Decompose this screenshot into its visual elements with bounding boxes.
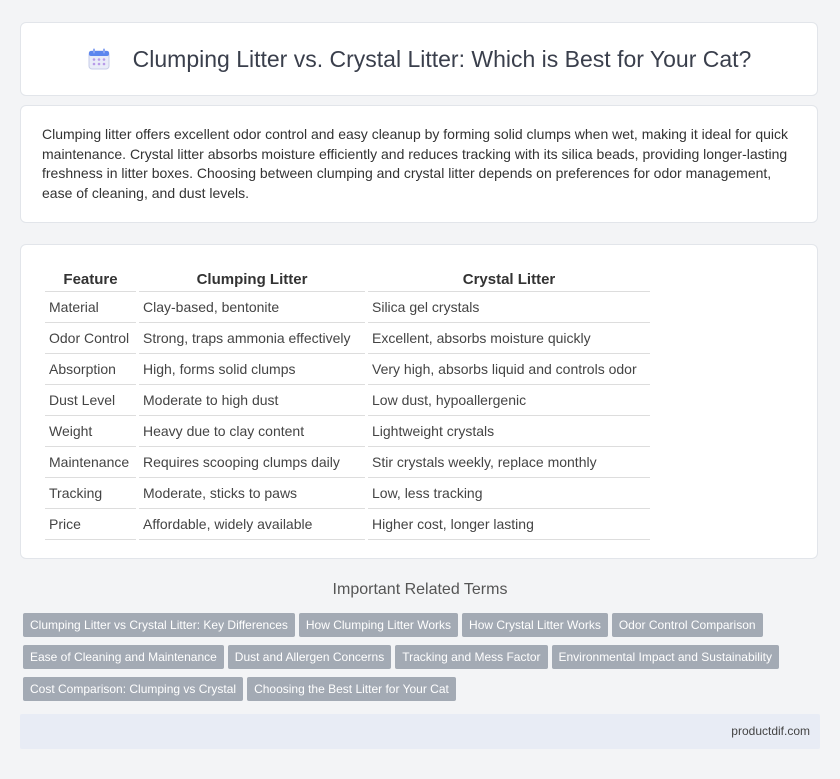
table-cell: Strong, traps ammonia effectively bbox=[139, 323, 365, 354]
related-tags bbox=[23, 613, 823, 709]
table-cell: Maintenance bbox=[45, 447, 136, 478]
intro-card bbox=[20, 105, 818, 223]
related-tag[interactable]: Odor Control Comparison bbox=[612, 613, 763, 637]
column-header-feature: Feature bbox=[45, 267, 136, 292]
related-tag[interactable]: Cost Comparison: Clumping vs Crystal bbox=[23, 677, 243, 701]
table-cell: High, forms solid clumps bbox=[139, 354, 365, 385]
table-row bbox=[45, 323, 650, 354]
table-header-row bbox=[45, 267, 650, 292]
column-header-crystal: Crystal Litter bbox=[368, 267, 650, 292]
column-header-clumping: Clumping Litter bbox=[139, 267, 365, 292]
comparison-table-card bbox=[20, 244, 818, 559]
table-cell: Silica gel crystals bbox=[368, 292, 650, 323]
related-tag[interactable]: How Crystal Litter Works bbox=[462, 613, 608, 637]
table-cell: Heavy due to clay content bbox=[139, 416, 365, 447]
table-row bbox=[45, 416, 650, 447]
related-tag[interactable]: Choosing the Best Litter for Your Cat bbox=[247, 677, 456, 701]
page-title: Clumping Litter vs. Crystal Litter: Which is Best for Your Cat? bbox=[132, 45, 752, 72]
related-tag[interactable]: Ease of Cleaning and Maintenance bbox=[23, 645, 224, 669]
table-cell: Material bbox=[45, 292, 136, 323]
table-cell: Stir crystals weekly, replace monthly bbox=[368, 447, 650, 478]
calendar-icon bbox=[87, 47, 111, 71]
related-tag[interactable]: Tracking and Mess Factor bbox=[395, 645, 547, 669]
footer-site-link[interactable]: productdif.com bbox=[731, 724, 810, 738]
related-tag[interactable]: Dust and Allergen Concerns bbox=[228, 645, 391, 669]
table-cell: Higher cost, longer lasting bbox=[368, 509, 650, 540]
related-tag[interactable]: Clumping Litter vs Crystal Litter: Key Differences bbox=[23, 613, 295, 637]
table-row bbox=[45, 354, 650, 385]
table-row bbox=[45, 478, 650, 509]
table-cell: Low, less tracking bbox=[368, 478, 650, 509]
table-cell: Lightweight crystals bbox=[368, 416, 650, 447]
table-cell: Weight bbox=[45, 416, 136, 447]
table-cell: Moderate to high dust bbox=[139, 385, 365, 416]
table-cell: Moderate, sticks to paws bbox=[139, 478, 365, 509]
table-cell: Odor Control bbox=[45, 323, 136, 354]
table-cell: Absorption bbox=[45, 354, 136, 385]
table-row bbox=[45, 385, 650, 416]
footer bbox=[20, 714, 820, 749]
table-cell: Dust Level bbox=[45, 385, 136, 416]
table-cell: Tracking bbox=[45, 478, 136, 509]
table-cell: Affordable, widely available bbox=[139, 509, 365, 540]
intro-paragraph: Clumping litter offers excellent odor control and easy cleanup by forming solid clumps when wet, making it ideal for quick maintenance. Crystal litter absorbs moisture efficiently and reduces tracking with its silica beads, providing longer-lasting freshness in litter boxes. Choosing between clumping and crystal litter depends on preferences for odor management, ease of cleaning, and dust levels. bbox=[42, 126, 788, 201]
table-cell: Price bbox=[45, 509, 136, 540]
related-terms-heading: Important Related Terms bbox=[332, 581, 508, 598]
related-tag[interactable]: How Clumping Litter Works bbox=[299, 613, 458, 637]
table-cell: Requires scooping clumps daily bbox=[139, 447, 365, 478]
table-cell: Excellent, absorbs moisture quickly bbox=[368, 323, 650, 354]
table-cell: Low dust, hypoallergenic bbox=[368, 385, 650, 416]
table-cell: Very high, absorbs liquid and controls odor bbox=[368, 354, 650, 385]
related-tag[interactable]: Environmental Impact and Sustainability bbox=[552, 645, 779, 669]
table-row bbox=[45, 292, 650, 323]
comparison-table bbox=[42, 267, 653, 540]
table-row bbox=[45, 509, 650, 540]
title-card bbox=[20, 22, 818, 96]
table-row bbox=[45, 447, 650, 478]
table-cell: Clay-based, bentonite bbox=[139, 292, 365, 323]
